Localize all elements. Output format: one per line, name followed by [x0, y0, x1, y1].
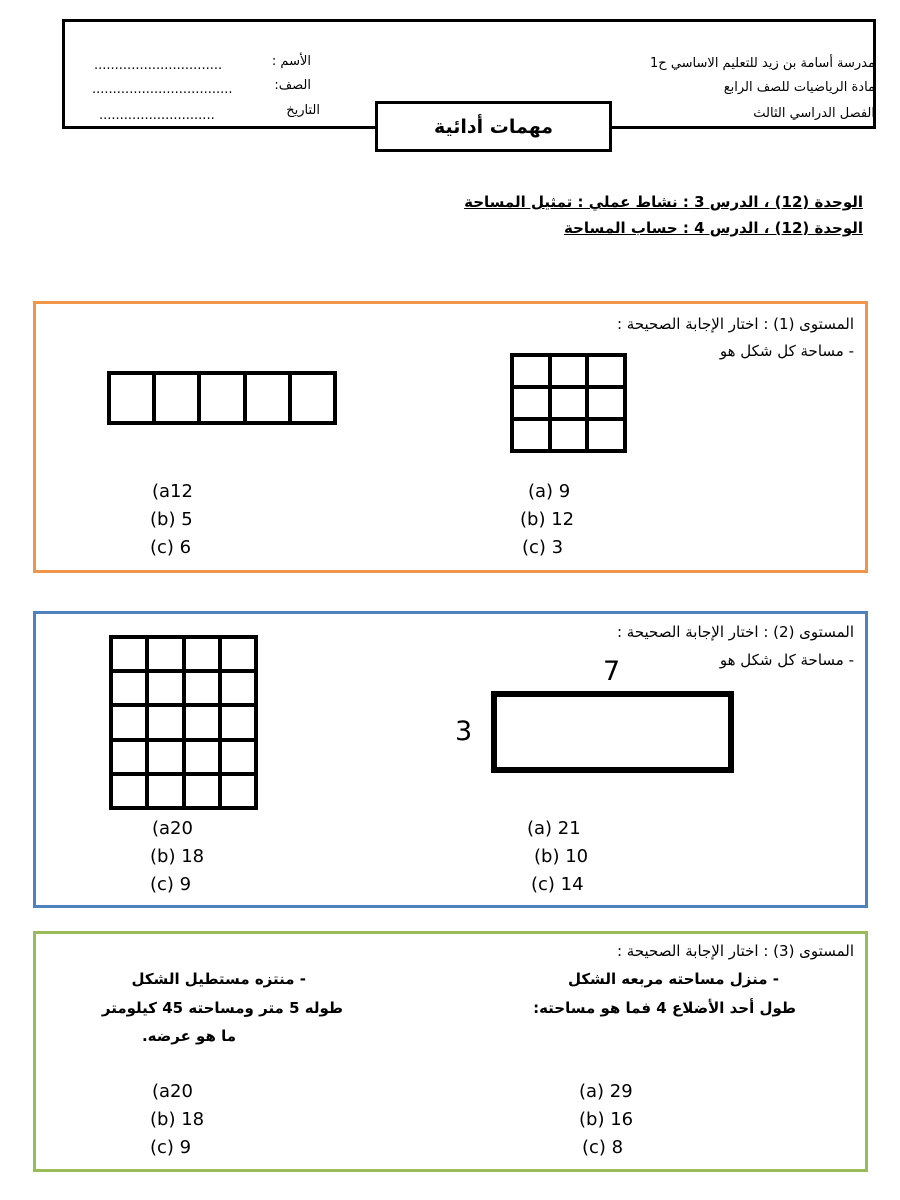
- subject-line: مادة الرياضيات للصف الرابع: [723, 80, 875, 95]
- level1-heading: المستوى (1) : اختار الإجابة الصحيحة :: [616, 315, 854, 333]
- level3-left-question-line-3: ما هو عرضه.: [141, 1027, 236, 1045]
- level3-right-option-a[interactable]: (a) 29: [579, 1081, 633, 1102]
- level2-left-option-a[interactable]: (a20: [152, 818, 193, 839]
- name-field[interactable]: ...............................: [94, 58, 223, 73]
- level3-right-option-c[interactable]: (c) 8: [582, 1137, 624, 1158]
- date-field[interactable]: ............................: [99, 108, 215, 123]
- level2-heading: المستوى (2) : اختار الإجابة الصحيحة :: [616, 623, 854, 641]
- class-label: الصف:: [274, 78, 311, 93]
- level2-left-option-b[interactable]: (b) 18: [150, 846, 205, 867]
- level3-right-option-b[interactable]: (b) 16: [579, 1109, 634, 1130]
- class-field[interactable]: ..................................: [92, 82, 233, 97]
- level2-prompt: - مساحة كل شكل هو: [719, 651, 854, 669]
- level1-left-option-c[interactable]: (c) 6: [150, 537, 192, 558]
- term-line: الفصل الدراسي الثالث: [753, 106, 875, 121]
- level1-right-option-a[interactable]: (a) 9: [528, 481, 571, 502]
- lesson-line-1: الوحدة (12) ، الدرس 3 : نشاط عملي : تمثيل المساحة: [464, 193, 863, 211]
- level3-left-option-c[interactable]: (c) 9: [150, 1137, 192, 1158]
- level2-square-grid: [111, 637, 256, 808]
- level3-left-option-a[interactable]: (a20: [152, 1081, 193, 1102]
- level3-right-question-line-1: - منزل مساحته مربعه الشكل: [567, 970, 779, 988]
- level3-right-question-line-2: طول أحد الأضلاع 4 فما هو مساحته:: [533, 999, 796, 1017]
- date-label: التاريخ: [286, 103, 320, 118]
- name-label: الأسم :: [271, 54, 311, 69]
- level3-left-option-b[interactable]: (b) 18: [150, 1109, 205, 1130]
- level3-box: [33, 931, 868, 1172]
- level2-left-option-c[interactable]: (c) 9: [150, 874, 192, 895]
- school-name: مدرسة أسامة بن زيد للتعليم الاساسي ح1: [650, 56, 875, 71]
- level1-prompt: - مساحة كل شكل هو: [719, 342, 854, 360]
- level1-right-option-c[interactable]: (c) 3: [522, 537, 564, 558]
- level1-right-option-b[interactable]: (b) 12: [520, 509, 575, 530]
- level2-right-option-c[interactable]: (c) 14: [531, 874, 584, 895]
- lesson-line-2: الوحدة (12) ، الدرس 4 : حساب المساحة: [564, 219, 863, 237]
- level3-left-question-line-2: طوله 5 متر ومساحته 45 كيلومتر: [101, 999, 343, 1017]
- level2-right-option-a[interactable]: (a) 21: [527, 818, 581, 839]
- rect-width-label: 7: [603, 656, 621, 687]
- level2-rectangle: [494, 694, 731, 770]
- rect-height-label: 3: [455, 716, 473, 747]
- level2-right-option-b[interactable]: (b) 10: [534, 846, 589, 867]
- level1-left-option-a[interactable]: (a12: [152, 481, 193, 502]
- level1-left-option-b[interactable]: (b) 5: [150, 509, 193, 530]
- level3-heading: المستوى (3) : اختار الإجابة الصحيحة :: [616, 942, 854, 960]
- page-title: مهمات أدائية: [375, 101, 612, 152]
- level3-left-question-line-1: - منتزه مستطيل الشكل: [131, 970, 306, 988]
